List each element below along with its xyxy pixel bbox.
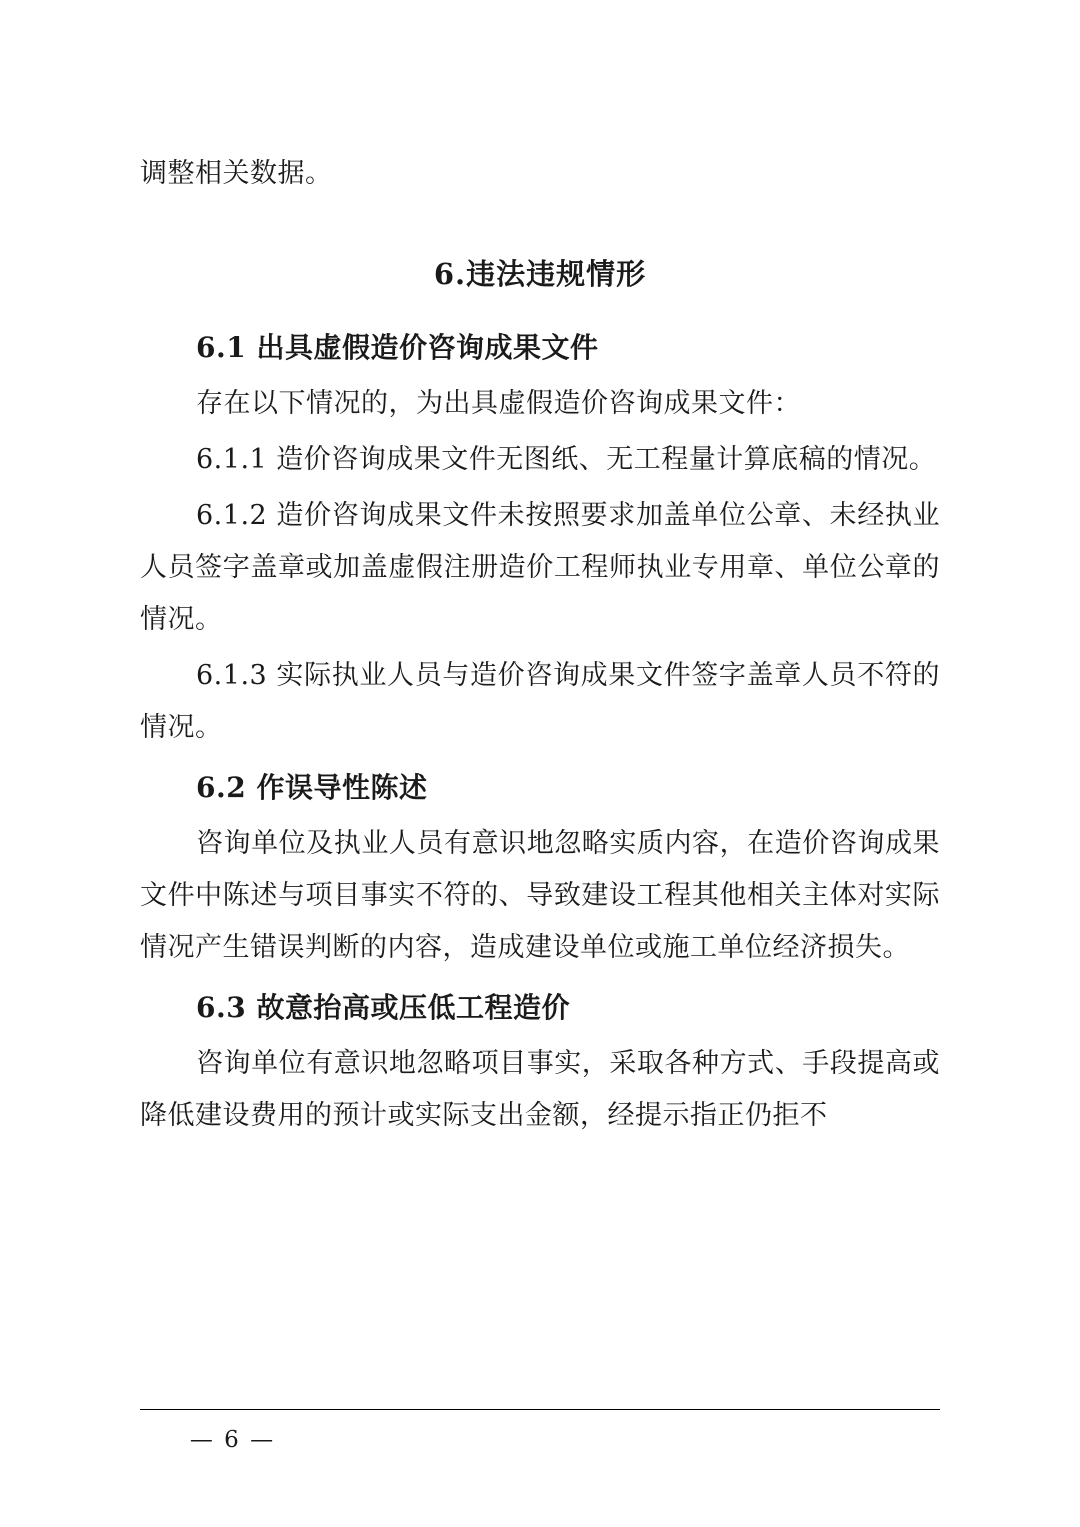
footer-divider [140,1409,940,1410]
paragraph-6-1-3: 6.1.3 实际执业人员与造价咨询成果文件签字盖章人员不符的情况。 [140,660,940,743]
paragraph-6-1-2: 6.1.2 造价咨询成果文件未按照要求加盖单位公章、未经执业人员签字盖章或加盖虚假注册造价工程师执业专用章、单位公章的情况。 [140,500,940,635]
page-number: — 6 — [189,1427,276,1453]
paragraph-6-3-body: 咨询单位有意识地忽略项目事实，采取各种方式、手段提高或降低建设费用的预计或实际支出金额，经提示指正仍拒不 [140,1048,940,1131]
subsection-heading-6-2: 6.2 作误导性陈述 [196,771,428,804]
section-heading-6: 6.违法违规情形 [433,257,647,291]
subsection-heading-6-3: 6.3 故意抬高或压低工程造价 [196,991,570,1024]
paragraph-continuation: 调整相关数据。 [140,158,333,189]
page-content [140,148,940,1142]
subsection-heading-6-1: 6.1 出具虚假造价咨询成果文件 [196,331,599,364]
paragraph-6-1-intro: 存在以下情况的，为出具虚假造价咨询成果文件： [196,388,801,419]
paragraph-6-1-1: 6.1.1 造价咨询成果文件无图纸、无工程量计算底稿的情况。 [196,444,937,475]
page-footer [0,1427,1080,1453]
paragraph-6-2-body: 咨询单位及执业人员有意识地忽略实质内容，在造价咨询成果文件中陈述与项目事实不符的、导致建设工程其他相关主体对实际情况产生错误判断的内容，造成建设单位或施工单位经济损失。 [140,828,940,963]
